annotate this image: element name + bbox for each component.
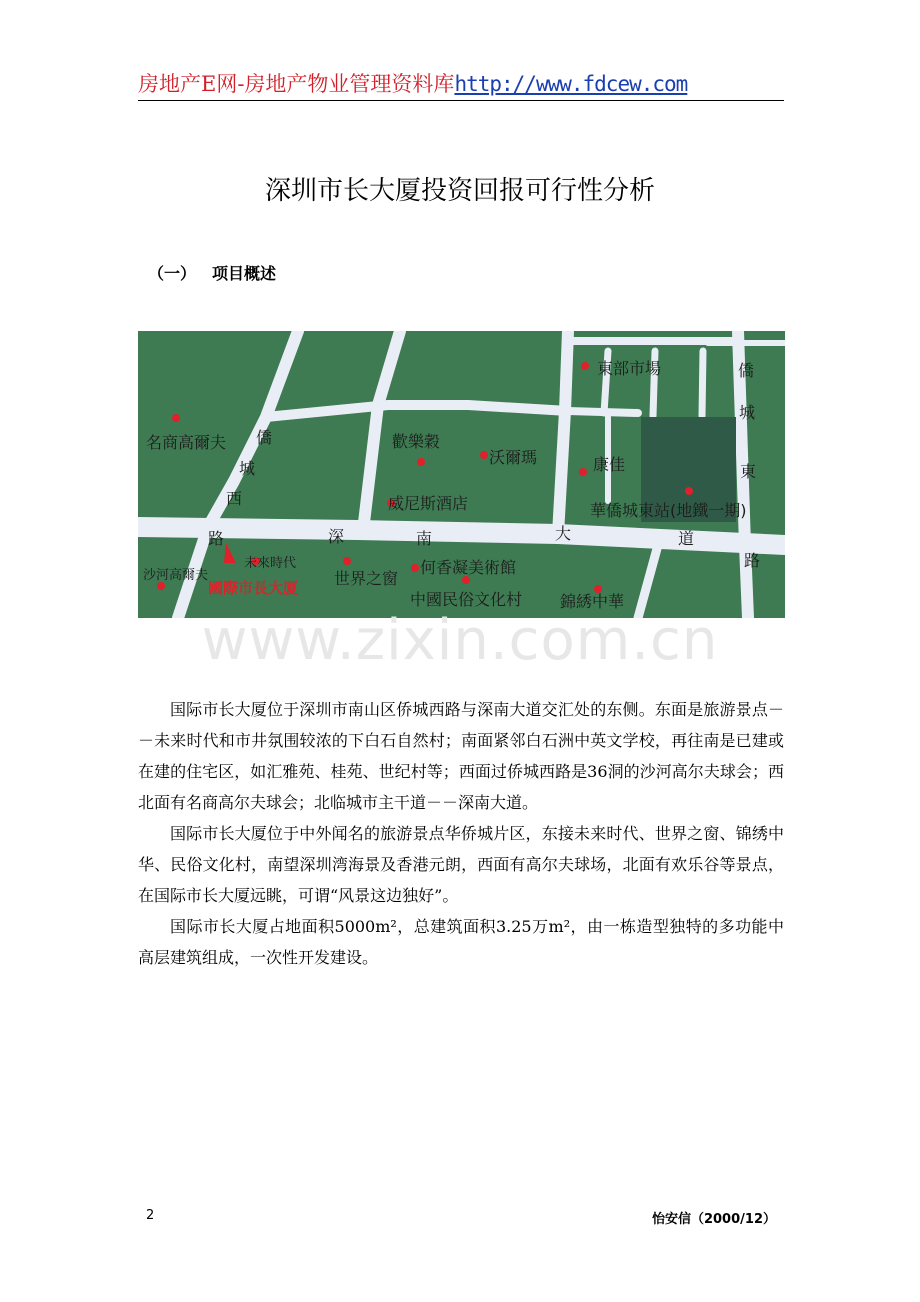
label-shahe-golf: 沙河高爾夫: [143, 568, 209, 583]
label-walmart: 沃爾瑪: [489, 448, 538, 467]
label-oct-east-station: 華僑城東站(地鐵一期): [590, 501, 747, 520]
svg-text:南: 南: [416, 529, 433, 548]
label-kangjia: 康佳: [593, 455, 626, 474]
footer-author: 怡安信（2000/12）: [651, 1212, 776, 1227]
paragraph-area: 国际市长大厦占地面积5000m²，总建筑面积3.25万m²，由一栋造型独特的多功能中高层建筑组成，一次性开发建设。: [138, 917, 784, 967]
page-header: [138, 68, 784, 101]
header-url-link[interactable]: http://www.fdcew.com: [454, 72, 688, 96]
label-splendid-china: 錦綉中華: [560, 592, 625, 611]
label-folk-village: 中國民俗文化村: [410, 590, 523, 609]
svg-text:城: 城: [739, 403, 756, 422]
label-future-times: 未來時代: [244, 556, 297, 571]
svg-text:路: 路: [744, 551, 761, 570]
svg-text:大: 大: [555, 524, 572, 543]
svg-text:道: 道: [678, 529, 695, 548]
svg-text:城: 城: [239, 459, 256, 478]
section-number: （一）: [148, 264, 197, 283]
label-venice-hotel: 威尼斯酒店: [388, 494, 469, 513]
page-number: 2: [146, 1208, 155, 1223]
label-project-building: 國際市長大厦: [208, 579, 299, 597]
svg-text:西: 西: [226, 489, 243, 508]
label-happy-valley: 歡樂穀: [392, 432, 441, 451]
section-title: 项目概述: [212, 264, 277, 283]
label-mingshang-golf: 名商高爾夫: [146, 433, 227, 452]
section-heading: [148, 261, 276, 284]
svg-text:東: 東: [740, 462, 757, 481]
svg-text:路: 路: [208, 529, 225, 548]
svg-text:僑: 僑: [738, 361, 755, 380]
label-east-market: 東部市場: [597, 359, 662, 378]
document-title: 深圳市长大厦投资回报可行性分析: [264, 176, 655, 206]
svg-text:僑: 僑: [256, 428, 273, 447]
label-window-of-world: 世界之窗: [334, 569, 399, 588]
svg-text:深: 深: [328, 527, 345, 546]
header-brand: 房地产E网-房地产物业管理资料库: [138, 72, 455, 96]
body-text: [138, 694, 784, 973]
paragraph-surroundings: 国际市长大厦位于中外闻名的旅游景点华侨城片区，东接未来时代、世界之窗、锦绣中华、民俗文化村，南望深圳湾海景及香港元朗，西面有高尔夫球场，北面有欢乐谷等景点，在国际市长大厦远眺，可谓“风景这边独好”。: [138, 824, 784, 905]
watermark-text: www.zixin.com.cn: [201, 608, 719, 673]
paragraph-location: 国际市长大厦位于深圳市南山区侨城西路与深南大道交汇处的东侧。东面是旅游景点－－未来时代和市井氛围较浓的下白石自然村；南面紧邻白石洲中英文学校，再往南是已建或在建的住宅区，如汇雅苑、桂苑、世纪村等；西面过侨城西路是36洞的沙河高尔夫球会；西北面有名商高尔夫球会；北临城市主干道－－深南大道。: [138, 700, 784, 812]
location-map: [138, 331, 785, 618]
label-he-xiangning-museum: 何香凝美術館: [420, 558, 517, 577]
